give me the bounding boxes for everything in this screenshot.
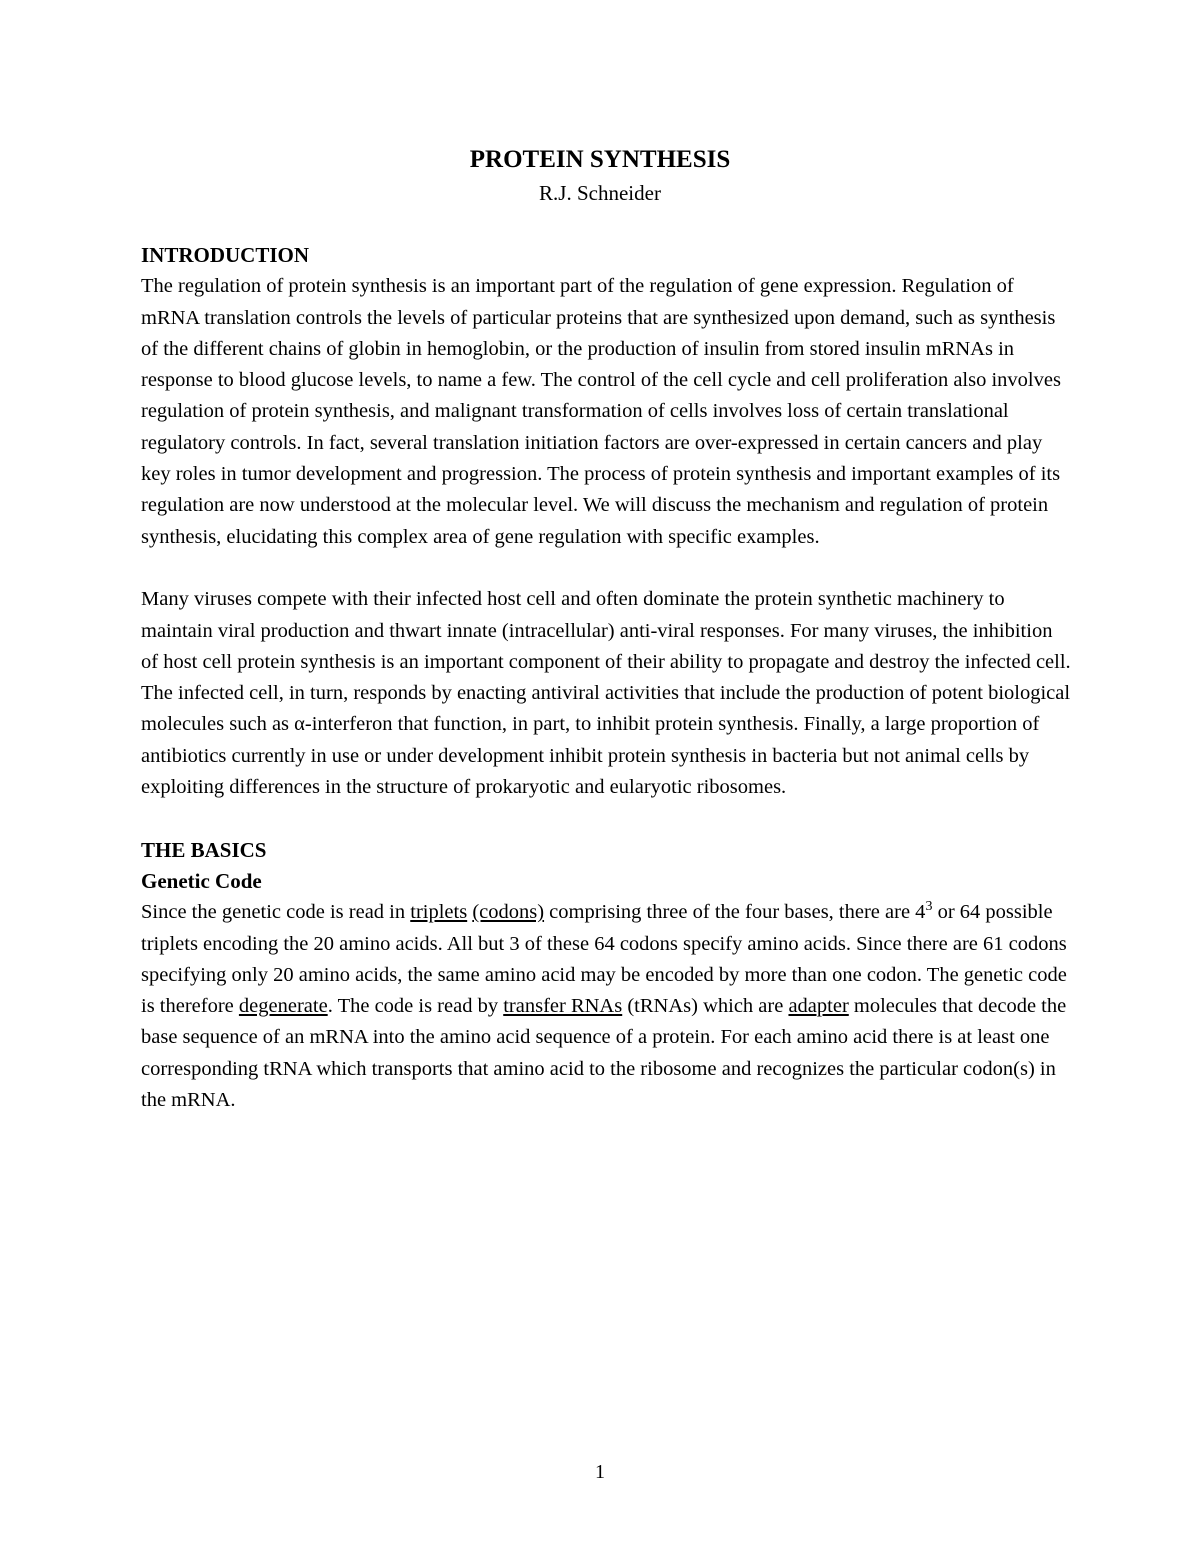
text-run: molecules that decode the base sequence of an mRNA into the amino acid sequence of a protein. For each amino acid there is at least one corresponding tRNA which transports that amino acid to the ribosome and recognizes the particular codon(s) in the mRNA.	[141, 995, 1067, 1112]
page-number: 1	[595, 1461, 605, 1483]
text-run: or 64 possible triplets encoding the 20 amino acids. All but 3 of these 64 codons specify amino acids. Since there are 61 codons specifying only 20 amino acids, the same amino acid may be encoded by more than one codon. The genetic code is therefore	[141, 901, 1067, 1018]
text-run: Since the genetic code is read in	[141, 901, 411, 924]
author-name: R.J. Schneider	[539, 181, 661, 205]
document-body	[141, 240, 1071, 1116]
introduction-paragraph-1: The regulation of protein synthesis is an important part of the regulation of gene expression. Regulation of mRNA translation controls the levels of particular proteins that are synthesized upon demand, such as synthesis of the different chains of globin in hemoglobin, or the production of insulin from stored insulin mRNAs in response to blood glucose levels, to name a few. The control of the cell cycle and cell proliferation also involves regulation of protein synthesis, and malignant transformation of cells involves loss of certain translational regulatory controls. In fact, several translation initiation factors are over-expressed in certain cancers and play key roles in tumor development and progression. The process of protein synthesis and important examples of its regulation are now understood at the molecular level. We will discuss the mechanism and regulation of protein synthesis, elucidating this complex area of gene regulation with specific examples.	[141, 275, 1061, 548]
introduction-paragraph-2: Many viruses compete with their infected host cell and often dominate the protein synthetic machinery to maintain viral production and thwart innate (intracellular) anti-viral responses. For many viruses, the inhibition of host cell protein synthesis is an important component of their ability to propagate and destroy the infected cell. The infected cell, in turn, responds by enacting antiviral activities that include the production of potent biological molecules such as α-interferon that function, in part, to inhibit protein synthesis. Finally, a large proportion of antibiotics currently in use or under development inhibit protein synthesis in bacteria but not animal cells by exploiting differences in the structure of prokaryotic and eularyotic ribosomes.	[141, 588, 1071, 799]
genetic-code-subheading: Genetic Code	[141, 868, 262, 893]
text-run: comprising three of the four bases, there are 4	[544, 901, 926, 924]
section-spacer	[141, 803, 1071, 834]
term-codons: (codons)	[472, 901, 545, 924]
basics-heading: THE BASICS	[141, 837, 267, 862]
text-run: (tRNAs) which are	[622, 995, 789, 1018]
term-transfer-rnas: transfer RNAs	[503, 995, 623, 1018]
term-triplets: triplets	[410, 901, 468, 924]
exponent-superscript: 3	[925, 899, 933, 915]
text-run: . The code is read by	[327, 995, 504, 1018]
term-adapter: adapter	[788, 995, 849, 1018]
genetic-code-paragraph	[141, 897, 1071, 1116]
term-degenerate: degenerate	[238, 995, 328, 1018]
paragraph-spacer	[141, 553, 1071, 584]
introduction-heading: INTRODUCTION	[141, 243, 310, 267]
document-title: PROTEIN SYNTHESIS	[469, 146, 731, 173]
